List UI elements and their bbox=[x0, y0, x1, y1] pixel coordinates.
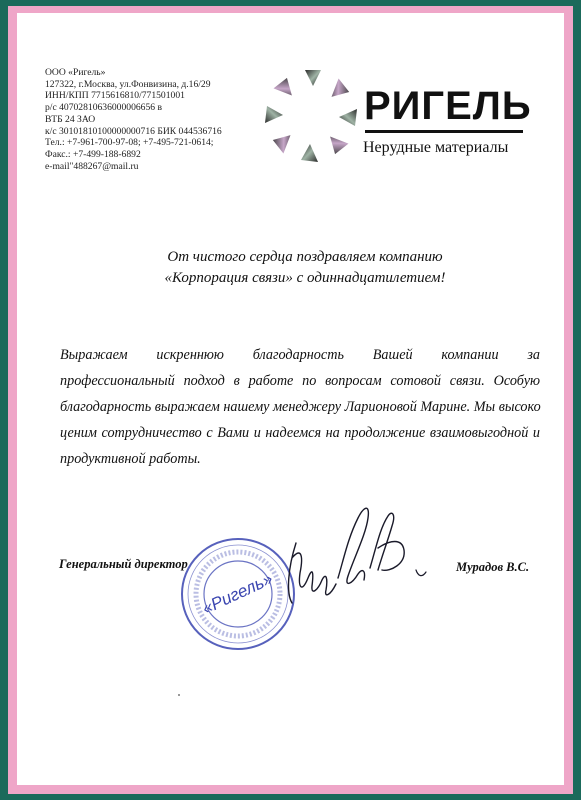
body-line: благодарность выражаем нашему менеджеру Ларионовой Марине. Мы высоко bbox=[60, 399, 541, 415]
letter-body bbox=[60, 342, 540, 472]
requisite-line: Факс.: +7-499-188-6892 bbox=[45, 148, 141, 160]
brand-subtitle: Нерудные материалы bbox=[363, 139, 509, 156]
handwritten-signature bbox=[278, 498, 448, 623]
body-line: продуктивной работы. bbox=[60, 451, 201, 467]
company-logo-icon bbox=[263, 66, 359, 166]
signer-title: Генеральный директор bbox=[59, 557, 188, 571]
requisite-line: к/с 30101810100000000716 БИК 044536716 bbox=[45, 125, 222, 137]
body-line: ценим сотрудничество с Вами и надеемся на продолжение взаимовыгодной и bbox=[60, 425, 540, 441]
company-requisites bbox=[45, 67, 275, 172]
signer-name: Мурадов В.С. bbox=[456, 560, 530, 574]
requisite-line: Тел.: +7-961-700-97-08; +7-495-721-0614; bbox=[45, 137, 214, 149]
requisite-line: 127322, г.Москва, ул.Фонвизина, д.16/29 bbox=[45, 78, 211, 90]
body-line: профессиональный подход в работе по вопросам сотовой связи. Особую bbox=[60, 373, 540, 389]
body-line: Выражаем искреннюю благодарность Вашей компании за bbox=[60, 347, 540, 363]
greeting-heading bbox=[100, 247, 510, 289]
brand-name: РИГЕЛЬ bbox=[364, 84, 532, 128]
requisite-line: ИНН/КПП 7715616810/771501001 bbox=[45, 90, 185, 102]
stamp-label: «Ригель» bbox=[199, 569, 276, 619]
greeting-line: От чистого сердца поздравляем компанию bbox=[167, 249, 443, 265]
greeting-line: «Корпорация связи» с одиннадцатилетием! bbox=[164, 270, 446, 286]
requisite-line: ВТБ 24 ЗАО bbox=[45, 113, 96, 125]
requisite-line: e-mail"488267@mail.ru bbox=[45, 160, 139, 172]
stray-mark bbox=[178, 694, 180, 696]
requisite-line: ООО «Ригель» bbox=[45, 67, 106, 78]
brand-underline bbox=[365, 130, 523, 133]
requisite-line: р/с 40702810636000006656 в bbox=[45, 102, 162, 114]
